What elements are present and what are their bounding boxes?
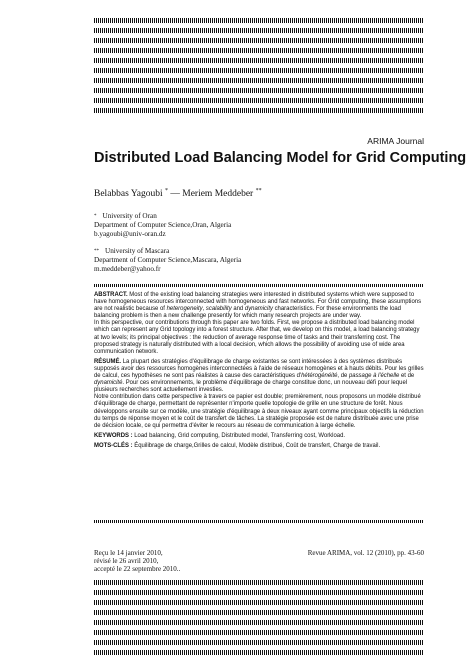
abstract-label: ABSTRACT. xyxy=(94,292,128,298)
author-mark: * xyxy=(165,188,168,194)
resume-emphasis: hétérogénéité xyxy=(301,373,338,380)
affiliation-line: University of Mascara xyxy=(105,247,170,255)
resume-text: , de xyxy=(337,373,349,380)
author-separator: — xyxy=(168,189,183,199)
resume-paragraph: Notre contribution dans cette perspective à travers ce papier est double; premièrement, nous proposons un modèle distribué d'équilibrage de charge, permettant de représenter n'importe quelle topologie de grille en une structure de forêt. Nous développons ensuite sur ce modèle, une stratégie d'équilibrage à deux niveaux ayant comme principaux objectifs la réduction du temps de réponse moyen et le coût de transfert de tâches. La stratégie proposée est de nature distribuée avec une prise de décision locale, ce qui permettra d'éviter le recours au réseau de communication à large échelle. xyxy=(94,394,424,429)
abstract-text: , xyxy=(202,306,206,313)
motscles-line xyxy=(94,443,424,450)
resume-text: La plupart des stratégies d'équilibrage de charge existantes se sont intéressées à des systèmes distribués supposés avoir des ressources homogènes interconnectées à l'aide de réseaux homogènes et à hauts débits. Pour les grilles de calcul, ces hypothèses ne sont pas réalistes à cause des caractéristiques d' xyxy=(94,358,424,380)
affiliation-line: Department of Computer Science,Mascara, Algeria xyxy=(94,256,242,264)
affiliation-email: m.meddeber@yahoo.fr xyxy=(94,265,161,273)
motscles-label: MOTS-CLÉS : xyxy=(94,442,133,449)
resume-emphasis: passage à l'échelle xyxy=(348,373,400,380)
abstract-emphasis: scalability xyxy=(205,306,232,313)
affiliation-mark: * xyxy=(94,214,97,219)
journal-label: ARIMA Journal xyxy=(367,136,424,146)
abstracts-block xyxy=(94,292,424,450)
submission-dates xyxy=(94,549,180,574)
abstract-text: Most of the existing load balancing strategies were interested in distributed systems which were supposed to have homogeneous resources interconnected with homogeneous and fast networks. For Grid computing, these assumptions are not realistic because of xyxy=(94,292,422,313)
accepted-date: accepté le 22 septembre 2010.. xyxy=(94,565,181,574)
abstract-paragraph: In this perspective, our contributions through this paper are two folds. First, we propose a distributed load balancing model which can represent any Grid topology into a forest structure. After that, we develop on this model, a load balancing strategy at two levels; its principal objectives : the reduction of average response time of tasks and their transferring cost. The proposed strategy is naturally distributed with a local decision, which allows the possibility of avoiding use of wide area communication network. xyxy=(94,320,420,355)
resume-emphasis: dynamicité xyxy=(94,380,123,387)
keywords-text: Load balancing, Grid computing, Distributed model, Transferring cost, Workload. xyxy=(132,432,346,439)
top-barcode-pattern xyxy=(94,18,424,118)
affiliation-block xyxy=(94,247,241,274)
keywords-line xyxy=(94,433,424,440)
received-date: Reçu le 14 janvier 2010, xyxy=(94,549,163,557)
abstract-emphasis: dynamicity xyxy=(244,306,273,313)
resume-label: RÉSUMÉ. xyxy=(94,358,122,365)
abstract-paragraph xyxy=(94,292,424,320)
resume-paragraph xyxy=(94,359,424,394)
affiliation-email: b.yagoubi@univ-oran.dz xyxy=(94,230,166,238)
affiliation-mark: ** xyxy=(94,249,99,254)
motscles-text: Équilibrage de charge,Grilles de calcul, Modèle distribué, Coût de transfert, Charge de travail. xyxy=(132,442,381,449)
resume-text: . Pour ces environnements, le problème d'équilibrage de charge constitue donc, un nouveau défi pour lequel plusieurs recherches sont actuellement investies. xyxy=(94,380,408,394)
resume-text: et de xyxy=(399,373,415,380)
author-name: Belabbas Yagoubi xyxy=(94,189,163,199)
revue-citation: Revue ARIMA, vol. 12 (2010), pp. 43-60 xyxy=(307,549,424,557)
bottom-rule xyxy=(94,520,424,523)
affiliation-block xyxy=(94,212,231,239)
paper-title: Distributed Load Balancing Model for Grid Computing xyxy=(94,150,467,166)
abstract-text: characteristics. For these environments the load balancing problem is then a new challenge presently for which many research projects are under way. xyxy=(94,306,401,320)
bottom-barcode-pattern xyxy=(94,580,424,660)
revised-date: révisé le 26 avril 2010, xyxy=(94,557,159,566)
affiliation-line: Department of Computer Science,Oran, Algeria xyxy=(94,221,232,229)
author-line xyxy=(94,189,262,199)
abstract-text: and xyxy=(231,306,245,313)
top-rule xyxy=(94,284,424,287)
keywords-label: KEYWORDS : xyxy=(94,432,133,439)
affiliation-line: University of Oran xyxy=(102,212,157,220)
abstract-emphasis: heterogeneity xyxy=(166,306,203,313)
author-mark: ** xyxy=(255,188,262,194)
author-name: Meriem Meddeber xyxy=(182,189,254,199)
